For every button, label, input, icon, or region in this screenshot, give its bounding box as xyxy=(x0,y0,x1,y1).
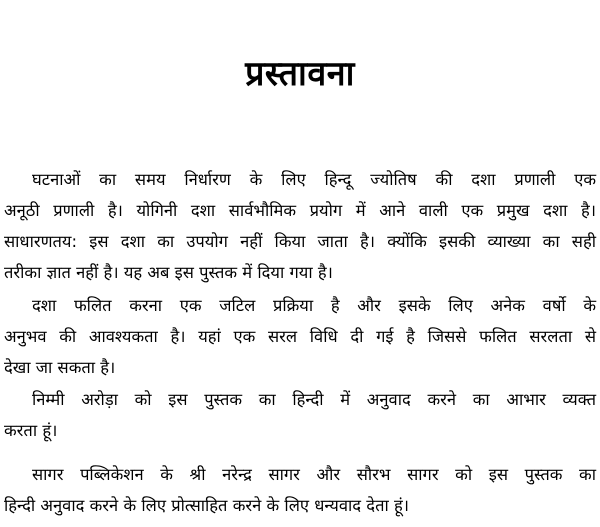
paragraph-line: दशा फलित करना एक जटिल प्रक्रिया है और इसके लिए अनेक वर्षो के xyxy=(32,296,596,315)
paragraph-1 xyxy=(4,164,596,288)
paragraph-line: हिन्दी अनुवाद करने के लिए प्रोत्साहित करने के लिए धन्यवाद देता हूं। xyxy=(4,496,410,515)
paragraph-4 xyxy=(4,459,596,521)
paragraph-line: साधारणतय: इस दशा का उपयोग नहीं किया जाता है। क्योंकि इसकी व्याख्या का सही xyxy=(4,232,596,251)
paragraph-line: अनूठी प्रणाली है। योगिनी दशा सार्वभौमिक प्रयोग में आने वाली एक प्रमुख दशा है। xyxy=(4,201,596,220)
page-title: प्रस्तावना xyxy=(245,54,355,94)
paragraph-2 xyxy=(4,290,596,383)
paragraph-line: सागर पब्लिकेशन के श्री नरेन्द्र सागर और सौरभ सागर को इस पुस्तक का xyxy=(32,465,596,484)
paragraph-line: निम्मी अरोड़ा को इस पुस्तक का हिन्दी में अनुवाद करने का आभार व्यक्त xyxy=(32,390,596,409)
paragraph-line: तरीका ज्ञात नहीं है। यह अब इस पुस्तक में दिया गया है। xyxy=(4,263,333,282)
paragraph-line: अनुभव की आवश्यकता है। यहां एक सरल विधि दी गई है जिससे फलित सरलता से xyxy=(4,327,596,346)
paragraph-line: देखा जा सकता है। xyxy=(4,358,116,377)
paragraph-line: करता हूं। xyxy=(4,421,58,440)
paragraph-3 xyxy=(4,384,596,446)
paragraph-line: घटनाओं का समय निर्धारण के लिए हिन्दू ज्योतिष की दशा प्रणाली एक xyxy=(32,170,596,189)
